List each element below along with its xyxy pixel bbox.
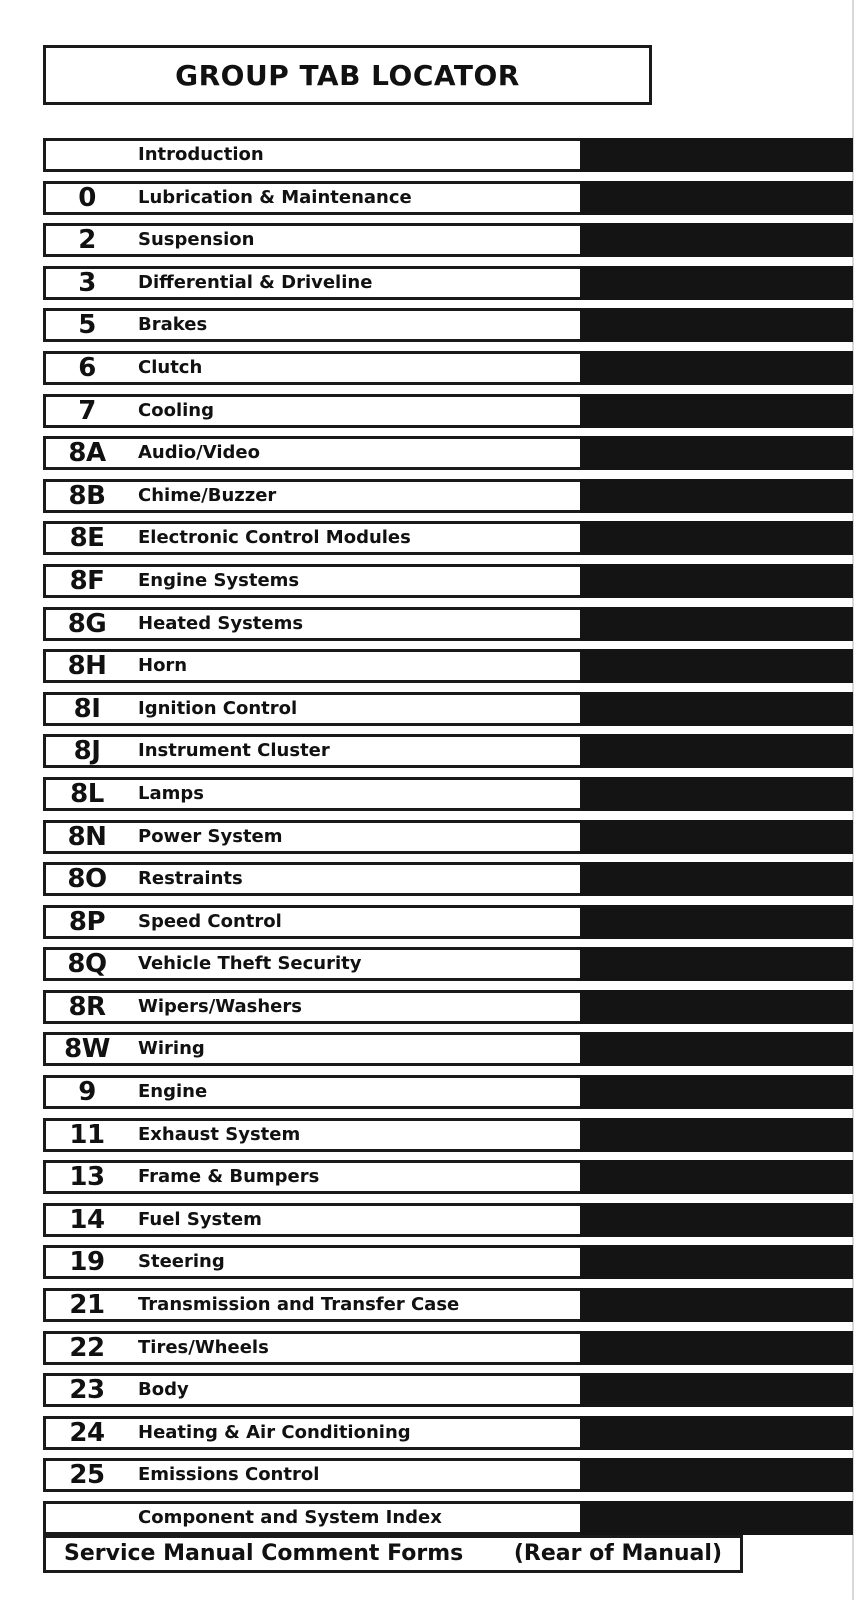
tab-row-3[interactable] [43, 266, 853, 300]
tab-row-0[interactable] [43, 138, 853, 172]
tab-marker-bar [580, 181, 853, 215]
tab-group-number: 5 [78, 310, 96, 341]
tab-marker-bar [580, 862, 853, 896]
tab-group-number: 22 [69, 1332, 105, 1363]
tab-group-label: Transmission and Transfer Case [138, 1294, 460, 1316]
tab-row-9[interactable] [43, 521, 853, 555]
tab-row-12[interactable] [43, 649, 853, 683]
tab-marker-bar [580, 1373, 853, 1407]
tab-marker-bar [580, 351, 853, 385]
tab-row-6[interactable] [43, 394, 853, 428]
tab-marker-bar [580, 1203, 853, 1237]
tab-group-number: 0 [78, 182, 96, 213]
tab-marker-bar [580, 1331, 853, 1365]
tab-group-label: Tires/Wheels [138, 1336, 269, 1358]
tab-marker-bar [580, 1458, 853, 1492]
tab-group-number: 8I [73, 693, 101, 724]
tab-group-label: Wiring [138, 1038, 205, 1060]
tab-group-number: 8N [67, 821, 107, 852]
tab-group-label: Audio/Video [138, 442, 260, 464]
tab-row-11[interactable] [43, 607, 853, 641]
tab-row-19[interactable] [43, 947, 853, 981]
tab-row-21[interactable] [43, 1032, 853, 1066]
tab-marker-bar [580, 1288, 853, 1322]
tab-marker-bar [580, 947, 853, 981]
tab-marker-bar [580, 521, 853, 555]
tab-marker-bar [580, 692, 853, 726]
tab-group-label: Suspension [138, 229, 255, 251]
tab-group-label: Differential & Driveline [138, 271, 373, 293]
tab-row-4[interactable] [43, 308, 853, 342]
tab-row-32[interactable] [43, 1501, 853, 1535]
tab-marker-bar [580, 564, 853, 598]
tab-marker-bar [580, 308, 853, 342]
tab-group-number: 8Q [67, 949, 107, 980]
tab-group-label: Fuel System [138, 1208, 262, 1230]
tab-group-label: Heated Systems [138, 612, 304, 634]
tab-group-number: 8W [64, 1034, 110, 1065]
tab-row-2[interactable] [43, 223, 853, 257]
tab-row-1[interactable] [43, 181, 853, 215]
tab-row-15[interactable] [43, 777, 853, 811]
footer-rear-of-manual: (Rear of Manual) [513, 1541, 722, 1566]
tab-row-13[interactable] [43, 692, 853, 726]
tab-row-29[interactable] [43, 1373, 853, 1407]
tab-group-number: 24 [69, 1417, 105, 1448]
tab-row-24[interactable] [43, 1160, 853, 1194]
tab-row-22[interactable] [43, 1075, 853, 1109]
tab-row-26[interactable] [43, 1245, 853, 1279]
tab-group-number: 19 [69, 1247, 105, 1278]
tab-row-23[interactable] [43, 1118, 853, 1152]
tab-row-30[interactable] [43, 1416, 853, 1450]
tab-marker-bar [580, 905, 853, 939]
tab-group-label: Restraints [138, 868, 243, 890]
tab-marker-bar [580, 649, 853, 683]
tab-row-16[interactable] [43, 820, 853, 854]
tab-marker-bar [580, 436, 853, 470]
tab-group-number [43, 138, 131, 172]
tab-row-18[interactable] [43, 905, 853, 939]
footer-comment-forms: Service Manual Comment Forms [64, 1541, 464, 1566]
tab-group-label: Horn [138, 655, 188, 677]
tab-group-number: 8O [67, 864, 107, 895]
tab-group-label: Body [138, 1379, 189, 1401]
tab-row-31[interactable] [43, 1458, 853, 1492]
tab-group-label: Electronic Control Modules [138, 527, 411, 549]
title-box [43, 45, 652, 105]
tab-group-number: 8A [68, 438, 106, 469]
tab-group-label: Component and System Index [138, 1507, 442, 1528]
tab-group-label: Power System [138, 825, 283, 847]
tab-group-label: Engine Systems [138, 569, 300, 591]
tab-row-17[interactable] [43, 862, 853, 896]
tab-row-10[interactable] [43, 564, 853, 598]
tab-group-label: Emissions Control [138, 1464, 320, 1486]
tab-list [43, 138, 853, 1544]
tab-marker-bar [580, 1245, 853, 1279]
tab-group-number: 11 [69, 1119, 105, 1150]
tab-group-label: Vehicle Theft Security [138, 953, 362, 975]
tab-group-label: Instrument Cluster [138, 740, 330, 762]
tab-marker-bar [580, 990, 853, 1024]
tab-group-number: 7 [78, 395, 96, 426]
tab-group-number: 8F [69, 565, 105, 596]
tab-row-14[interactable] [43, 734, 853, 768]
tab-row-25[interactable] [43, 1203, 853, 1237]
tab-marker-bar [580, 1118, 853, 1152]
tab-group-number: 8E [69, 523, 105, 554]
tab-group-label: Clutch [138, 356, 203, 378]
tab-group-label: Wipers/Washers [138, 995, 302, 1017]
tab-group-label: Speed Control [138, 910, 282, 932]
tab-marker-bar [580, 607, 853, 641]
tab-group-number: 6 [78, 352, 96, 383]
tab-group-label: Introduction [138, 144, 264, 165]
tab-group-label: Exhaust System [138, 1123, 301, 1145]
tab-group-label: Frame & Bumpers [138, 1166, 320, 1188]
tab-row-28[interactable] [43, 1331, 853, 1365]
tab-marker-bar [580, 1501, 853, 1535]
tab-group-label: Cooling [138, 399, 214, 421]
tab-group-number: 8H [67, 651, 107, 682]
tab-group-number: 8G [67, 608, 107, 639]
tab-group-label: Lamps [138, 782, 204, 804]
footer-box [43, 1535, 743, 1573]
tab-group-number: 25 [69, 1460, 105, 1491]
tab-marker-bar [580, 223, 853, 257]
tab-group-number: 21 [69, 1290, 105, 1321]
tab-marker-bar [580, 777, 853, 811]
tab-row-7[interactable] [43, 436, 853, 470]
tab-group-number: 13 [69, 1162, 105, 1193]
tab-group-number: 23 [69, 1375, 105, 1406]
tab-group-label: Engine [138, 1081, 208, 1103]
tab-group-number: 8J [73, 736, 101, 767]
tab-group-label: Steering [138, 1251, 225, 1273]
tab-group-number: 14 [69, 1204, 105, 1235]
tab-group-number: 8R [68, 991, 106, 1022]
tab-group-number [43, 1501, 131, 1535]
tab-group-number: 8B [68, 480, 106, 511]
tab-group-label: Ignition Control [138, 697, 298, 719]
tab-row-8[interactable] [43, 479, 853, 513]
tab-group-number: 2 [78, 225, 96, 256]
tab-marker-bar [580, 1032, 853, 1066]
tab-marker-bar [580, 1416, 853, 1450]
tab-marker-bar [580, 138, 853, 172]
tab-marker-bar [580, 1160, 853, 1194]
tab-row-20[interactable] [43, 990, 853, 1024]
tab-marker-bar [580, 394, 853, 428]
tab-marker-bar [580, 1075, 853, 1109]
tab-marker-bar [580, 734, 853, 768]
tab-group-label: Chime/Buzzer [138, 484, 277, 506]
tab-marker-bar [580, 266, 853, 300]
tab-row-27[interactable] [43, 1288, 853, 1322]
tab-group-number: 9 [78, 1077, 96, 1108]
tab-group-label: Heating & Air Conditioning [138, 1421, 411, 1443]
tab-group-number: 3 [78, 267, 96, 298]
tab-group-label: Lubrication & Maintenance [138, 186, 412, 208]
tab-group-number: 8L [70, 778, 104, 809]
tab-marker-bar [580, 820, 853, 854]
tab-marker-bar [580, 479, 853, 513]
tab-group-number: 8P [68, 906, 106, 937]
tab-row-5[interactable] [43, 351, 853, 385]
tab-group-label: Brakes [138, 314, 208, 336]
page-title: GROUP TAB LOCATOR [175, 58, 520, 92]
